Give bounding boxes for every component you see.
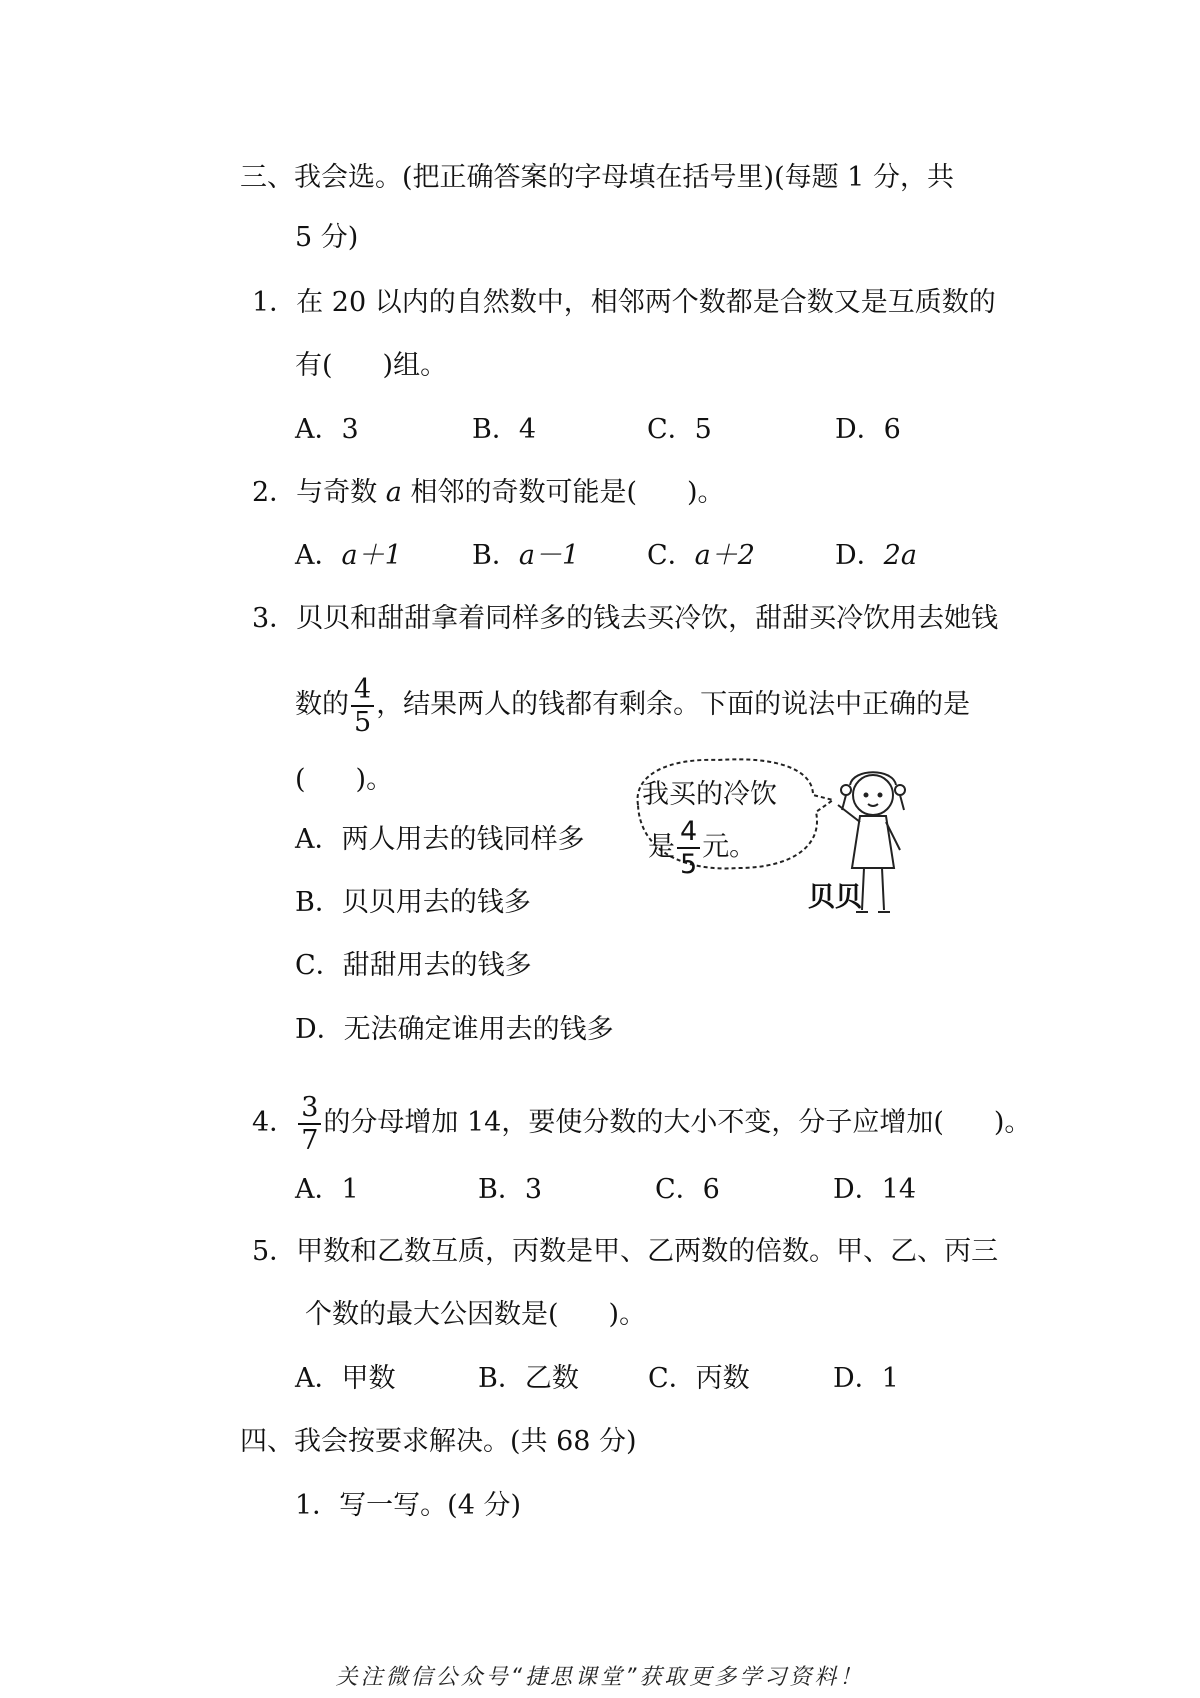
bubble-line1: 我买的冷饮 [642, 779, 777, 810]
q3-option-b: B．贝贝用去的钱多 [295, 887, 531, 918]
q2-option-d: D．2a [835, 540, 917, 571]
q4-option-d: D．14 [833, 1174, 917, 1205]
q4-line: 4． $\frac{3}{7}$ 的分母增加 14，要使分数的大小不变，分子应增加( )。 [252, 1091, 1032, 1156]
q5-option-a: A．甲数 [295, 1363, 396, 1394]
q5-line2: 个数的最大公因数是( )。 [305, 1299, 647, 1330]
q1-line1: 1．在 20 以内的自然数中，相邻两个数都是合数又是互质数的 [252, 287, 996, 318]
q3-line2: 数的 $\frac{4}{5}$ ，结果两人的钱都有剩余。下面的说法中正确的是 [295, 673, 971, 738]
q3-option-a: A．两人用去的钱同样多 [295, 824, 585, 855]
q5-option-b: B．乙数 [478, 1363, 579, 1394]
q2-post: 相邻的奇数可能是( [401, 477, 637, 508]
q2-option-b: B．a－1 [472, 540, 580, 571]
q5-option-d: D．1 [833, 1363, 899, 1394]
section3-title-line2: 5 分) [295, 222, 359, 253]
q4-option-c: C．6 [655, 1174, 720, 1205]
footer-note: 关注微信公众号“捷思课堂”获取更多学习资料！ [335, 1665, 865, 1690]
bubble-fraction: $\frac{4}{5}$ [677, 818, 700, 878]
q1-option-c: C．5 [647, 414, 712, 445]
girl-name-label: 贝贝 [808, 882, 862, 913]
q2-line [252, 473, 725, 513]
q2-end: )。 [687, 477, 725, 508]
q2-pre: 2．与奇数 [252, 477, 386, 508]
q3-line3: ( )。 [295, 764, 394, 795]
q1-line2 [295, 346, 447, 386]
q3-line1: 3．贝贝和甜甜拿着同样多的钱去买冷饮，甜甜买冷饮用去她钱 [252, 603, 999, 634]
q1-option-d: D．6 [835, 414, 901, 445]
q2-option-a: A．a＋1 [295, 540, 402, 571]
q5-option-c: C．丙数 [648, 1363, 750, 1394]
q3-fraction: $\frac{4}{5}$ [351, 676, 374, 736]
q2-var: a [385, 477, 402, 508]
q1-option-b: B．4 [472, 414, 537, 445]
q5-line1: 5．甲数和乙数互质，丙数是甲、乙两数的倍数。甲、乙、丙三 [252, 1236, 999, 1267]
section4-item1: 1．写一写。(4 分) [295, 1490, 522, 1521]
q4-fraction: $\frac{3}{7}$ [298, 1094, 321, 1154]
section4-title: 四、我会按要求解决。(共 68 分) [240, 1426, 637, 1457]
q3-option-c: C．甜甜用去的钱多 [295, 950, 532, 981]
q4-option-b: B．3 [478, 1174, 543, 1205]
q2-option-c: C．a＋2 [647, 540, 755, 571]
q4-option-a: A．1 [295, 1174, 359, 1205]
q3-option-d: D．无法确定谁用去的钱多 [295, 1014, 614, 1045]
bubble-line2: 是 $\frac{4}{5}$ 元。 [648, 816, 757, 880]
q1-line2-pre: 有( [295, 350, 333, 381]
q1-line2-post: )组。 [382, 350, 448, 381]
q1-option-a: A．3 [295, 414, 359, 445]
section3-title-line1: 三、我会选。(把正确答案的字母填在括号里)(每题 1 分，共 [240, 162, 954, 193]
